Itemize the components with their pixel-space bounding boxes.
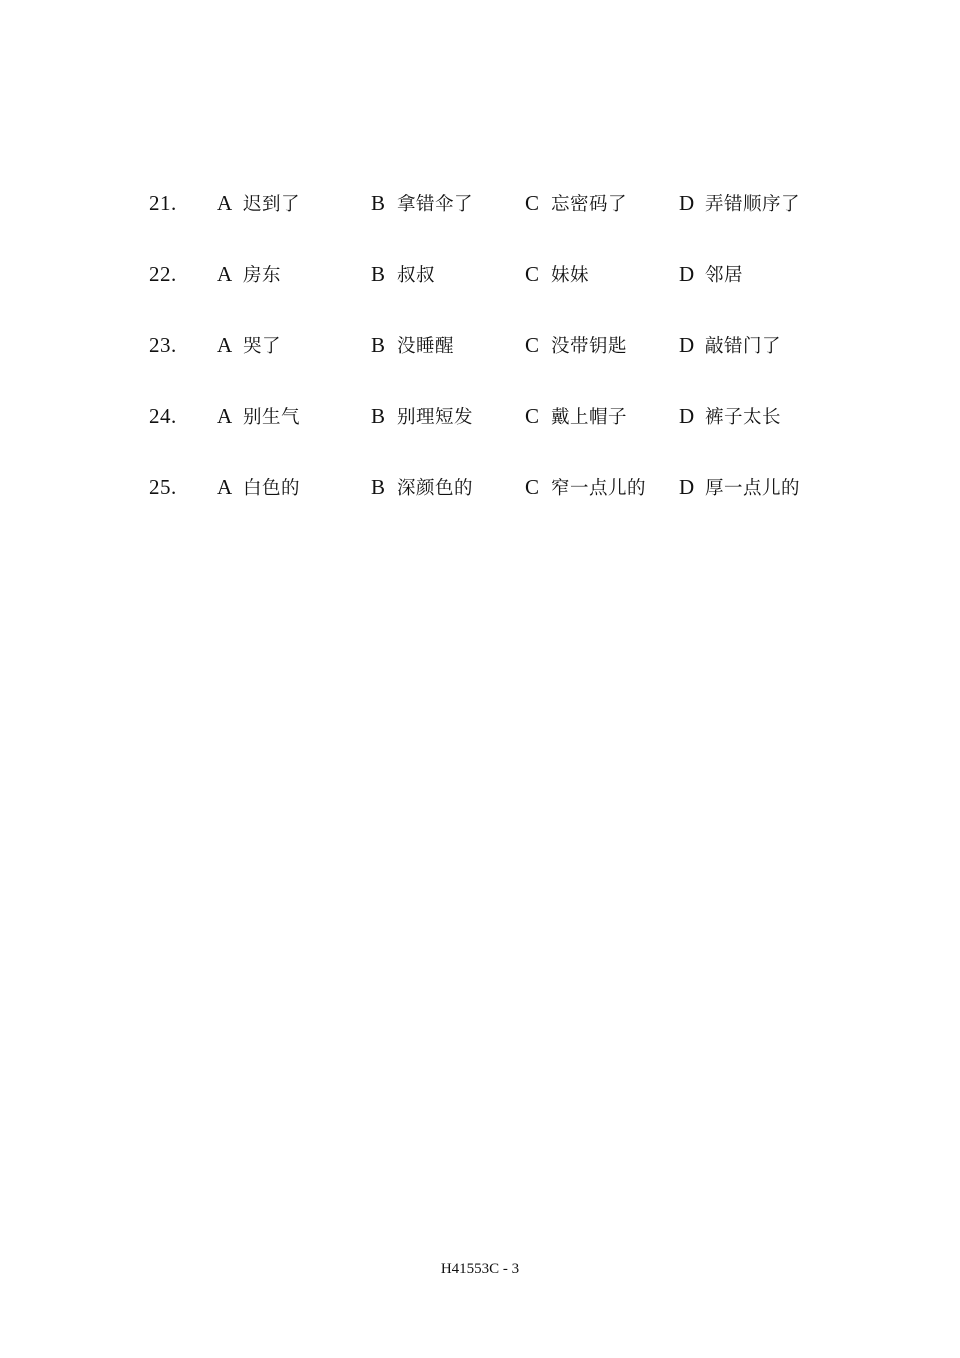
question-number: 23. <box>149 333 177 357</box>
question-row <box>0 188 960 218</box>
option-c <box>525 472 646 502</box>
option-text: 迟到了 <box>243 194 301 215</box>
option-letter: D <box>679 191 695 215</box>
option-letter: B <box>371 333 386 357</box>
option-c <box>525 401 627 431</box>
question-row <box>0 401 960 431</box>
option-a <box>217 330 281 360</box>
page-footer <box>0 1258 960 1280</box>
option-text: 邻居 <box>705 265 744 286</box>
option-text: 窄一点儿的 <box>551 478 647 499</box>
option-letter: A <box>217 475 233 499</box>
option-d <box>679 330 781 360</box>
question-number: 25. <box>149 475 177 499</box>
option-c <box>525 188 627 218</box>
question-row <box>0 330 960 360</box>
option-letter: A <box>217 191 233 215</box>
option-a <box>217 401 300 431</box>
option-text: 没睡醒 <box>397 336 455 357</box>
option-text: 别理短发 <box>397 407 474 428</box>
option-text: 别生气 <box>243 407 301 428</box>
option-text: 白色的 <box>243 478 301 499</box>
option-text: 妹妹 <box>551 265 590 286</box>
footer-separator: - <box>499 1261 512 1277</box>
option-letter: B <box>371 191 386 215</box>
option-letter: D <box>679 404 695 428</box>
option-text: 拿错伞了 <box>397 194 474 215</box>
question-number: 22. <box>149 262 177 286</box>
option-letter: B <box>371 262 386 286</box>
option-b <box>371 188 473 218</box>
option-letter: C <box>525 404 540 428</box>
option-d <box>679 188 800 218</box>
option-letter: B <box>371 404 386 428</box>
option-text: 房东 <box>243 265 282 286</box>
option-d <box>679 259 743 289</box>
option-a <box>217 259 281 289</box>
question-number: 24. <box>149 404 177 428</box>
option-letter: C <box>525 262 540 286</box>
option-a <box>217 472 300 502</box>
option-b <box>371 472 473 502</box>
page-number: 3 <box>511 1261 520 1277</box>
option-text: 弄错顺序了 <box>705 194 801 215</box>
option-text: 没带钥匙 <box>551 336 628 357</box>
option-a <box>217 188 300 218</box>
option-c <box>525 259 589 289</box>
option-text: 深颜色的 <box>397 478 474 499</box>
option-text: 裤子太长 <box>705 407 782 428</box>
option-d <box>679 472 800 502</box>
option-d <box>679 401 781 431</box>
option-b <box>371 330 454 360</box>
option-letter: A <box>217 262 233 286</box>
option-text: 忘密码了 <box>551 194 628 215</box>
exam-code: H41553C <box>440 1261 500 1277</box>
option-text: 厚一点儿的 <box>705 478 801 499</box>
option-b <box>371 259 435 289</box>
option-letter: A <box>217 333 233 357</box>
option-letter: B <box>371 475 386 499</box>
option-letter: A <box>217 404 233 428</box>
option-b <box>371 401 473 431</box>
option-letter: C <box>525 191 540 215</box>
option-text: 戴上帽子 <box>551 407 628 428</box>
option-letter: C <box>525 333 540 357</box>
option-text: 敲错门了 <box>705 336 782 357</box>
question-row <box>0 259 960 289</box>
option-c <box>525 330 627 360</box>
question-row <box>0 472 960 502</box>
option-text: 哭了 <box>243 336 282 357</box>
option-letter: D <box>679 475 695 499</box>
option-letter: D <box>679 262 695 286</box>
question-number: 21. <box>149 191 177 215</box>
option-letter: D <box>679 333 695 357</box>
option-letter: C <box>525 475 540 499</box>
option-text: 叔叔 <box>397 265 436 286</box>
